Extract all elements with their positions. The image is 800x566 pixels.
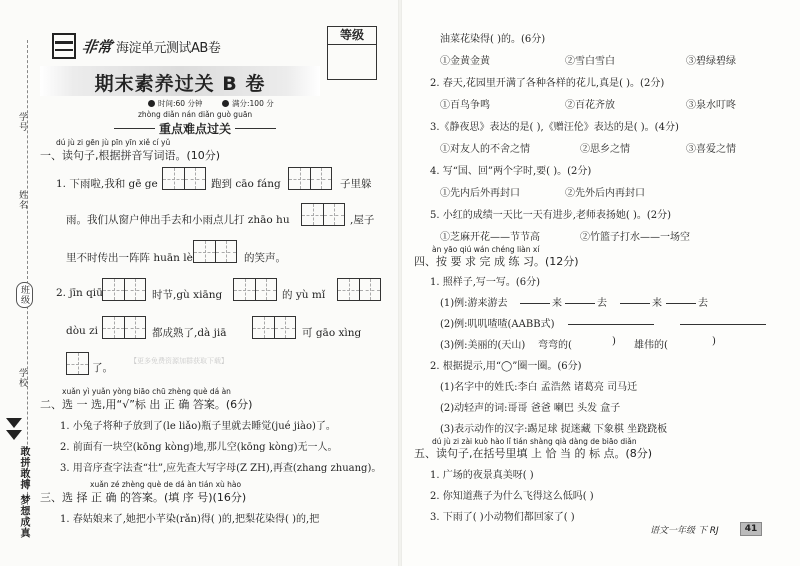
q4-circle-3[interactable]: (3)表示动作的汉字:踢足球 捉迷藏 下象棋 坐跷跷板: [440, 424, 668, 435]
r3-option-2[interactable]: ②思乡之情: [580, 144, 630, 155]
r5-option-1[interactable]: ①芝麻开花——节节高: [440, 232, 540, 243]
q1-s2b-text: 可 gāo xìng: [302, 327, 362, 339]
book-logo-icon: [52, 33, 76, 59]
section-title: 重点难点过关: [159, 121, 232, 136]
q4-circle-2[interactable]: (2)动轻声的词:哥哥 爸爸 喇巴 头发 盒子: [440, 403, 621, 414]
r1-option-1[interactable]: ①金黄金黄: [440, 56, 490, 67]
r3-text: 3.《静夜思》表达的是( ),《赠汪伦》表达的是( )。(4分): [430, 122, 679, 133]
class-label: 班级: [16, 282, 33, 308]
divider: [235, 128, 276, 129]
time-text: 时间:60 分钟: [158, 99, 203, 108]
writing-grid[interactable]: [102, 316, 146, 339]
brand-script: 非常: [80, 37, 114, 56]
section-heading: [110, 121, 280, 135]
page-fold: [398, 0, 402, 566]
r4-option-1[interactable]: ①先内后外再封口: [440, 188, 520, 199]
footer-label: 语文一年级 下 RJ: [650, 526, 719, 536]
writing-grid[interactable]: [252, 316, 296, 339]
q1-s1c-text: 的笑声。: [244, 252, 286, 264]
q1-s2a-text: 时节,gù xiāng: [152, 289, 223, 301]
q2-item-1: 1. 小兔子将种子放到了(le liǎo)瓶子里就去睡觉(jué jiào)了。: [60, 421, 336, 432]
q3-item-1: 1. 春姑娘来了,她把小芊染(rǎn)得( )的,把梨花染得( )的,把: [60, 514, 320, 525]
r2-option-1[interactable]: ①百鸟争鸣: [440, 100, 490, 111]
page-title: 期末素养过关 B 卷: [94, 73, 266, 95]
slogan-chevrons: [4, 418, 24, 442]
writing-grid[interactable]: [193, 240, 237, 263]
blank-input[interactable]: [565, 294, 595, 304]
blank-input[interactable]: [568, 315, 654, 325]
q1-pinyin: dú jù zi gēn jù pīn yīn xiě cí yǔ: [56, 138, 171, 147]
q4-heading: 四、按 要 求 完 成 练 习。(12分): [414, 255, 579, 268]
blank-input[interactable]: [520, 294, 550, 304]
slogan-label: 敢拼敢搏 梦想成真: [18, 446, 29, 539]
q1-s2b-text: dòu zi: [66, 325, 99, 337]
r2-text: 2. 春天,花园里开满了各种各样的花儿,真是( )。(2分): [430, 78, 665, 89]
q1-s1a-text: 跑到 cāo fáng: [211, 178, 281, 190]
r1-option-3[interactable]: ③碧绿碧绿: [686, 56, 736, 67]
writing-grid[interactable]: [66, 352, 89, 375]
q3-pinyin: xuǎn zé zhèng què de dá àn tián xù hào: [90, 480, 242, 489]
chevron-down-icon: [6, 430, 22, 440]
q1-s1a-text: 子里躲: [340, 178, 372, 190]
q4-example-1-word: 来: [652, 298, 662, 309]
r5-text: 5. 小红的成绩一天比一天有进步,老师表扬她( )。(2分): [430, 210, 672, 221]
q4-example-3-word: ): [612, 336, 616, 347]
school-label: 学校: [17, 368, 27, 388]
q4-circle-1[interactable]: (1)名字中的姓氏:李白 孟浩然 诸葛亮 司马迁: [440, 382, 638, 393]
time-meta: [148, 98, 202, 109]
name-label: 姓名: [17, 190, 27, 210]
q1-s1b-text: 雨。我们从窗户伸出手去和小雨点儿打 zhāo hu: [66, 214, 290, 226]
r4-option-2[interactable]: ②先外后内再封口: [565, 188, 645, 199]
brand: [52, 32, 220, 60]
q2-item-2: 2. 前面有一块空(kōng kòng)地,那儿空(kōng kòng)无一人。: [60, 442, 338, 453]
chevron-down-icon: [6, 418, 22, 428]
q2-item-3: 3. 用音序查字法查“壮”,应先查大写字母(Z ZH),再查(zhang zhuang)。: [60, 463, 382, 474]
q4-example-3-word: ): [712, 336, 716, 347]
q1-s1b-text: ,屋子: [350, 214, 375, 226]
watermark: 【更多免费资源加群获取下载】: [130, 357, 228, 365]
r3-option-1[interactable]: ①对友人的不舍之情: [440, 144, 530, 155]
score-meta: [222, 98, 274, 109]
r1-option-2[interactable]: ②雪白雪白: [565, 56, 615, 67]
q1-s1a-text: 1. 下雨啦,我和 gē ge: [56, 178, 158, 190]
clock-icon: [148, 100, 155, 107]
q4-example-1-word: 去: [597, 298, 607, 309]
r3-option-3[interactable]: ③喜爱之情: [686, 144, 736, 155]
writing-grid[interactable]: [162, 167, 206, 190]
blank-input[interactable]: [680, 315, 766, 325]
writing-grid[interactable]: [102, 278, 146, 301]
r4-text: 4. 写“国、回”两个字时,要( )。(2分): [430, 166, 592, 177]
q4-pinyin: àn yāo qiú wán chéng liàn xí: [432, 245, 540, 254]
grade-box[interactable]: [327, 26, 377, 80]
r5-option-2[interactable]: ②竹篮子打水——一场空: [580, 232, 690, 243]
writing-grid[interactable]: [233, 278, 277, 301]
r1-text: 油菜花染得( )的。(6分): [440, 34, 546, 45]
q4-example-3-word: 弯弯的(: [538, 340, 572, 351]
writing-grid[interactable]: [301, 203, 345, 226]
writing-grid[interactable]: [288, 167, 332, 190]
school-id-label: 学号: [17, 112, 27, 132]
q5-heading: 五、读句子,在括号里填 上 恰 当 的 标 点。(8分): [414, 447, 653, 460]
q2-pinyin: xuǎn yì yuǎn yòng biāo chū zhèng què dá àn: [62, 387, 231, 396]
brand-series: 海淀单元测试AB卷: [116, 40, 221, 56]
q4-example-1-word: 去: [698, 298, 708, 309]
q1-heading: 一、读句子,根据拼音写词语。(10分): [40, 149, 221, 162]
q1-s2c-text: 了。: [92, 362, 113, 374]
q5-item-1: 1. 广场的夜景真美呀( ): [430, 470, 534, 481]
q4-example-1: (1)例:游来游去: [440, 298, 508, 309]
q1-s2a-text: 2. jīn qiū: [56, 287, 103, 299]
q1-s2a-text: 的 yù mǐ: [282, 289, 326, 301]
writing-grid[interactable]: [337, 278, 381, 301]
q3-heading: 三、选 择 正 确 的答案。(填 序 号)(16分): [40, 491, 247, 504]
q5-item-2: 2. 你知道燕子为什么飞得这么低吗( ): [430, 491, 594, 502]
page-number: 41: [740, 522, 762, 536]
q1-s2b-text: 都成熟了,dà jiā: [152, 327, 227, 339]
blank-input[interactable]: [620, 294, 650, 304]
divider: [114, 128, 155, 129]
q5-pinyin: dú jù zi zài kuò hào lǐ tián shàng qià dàng de biāo diǎn: [432, 437, 637, 446]
q4-example-1-word: 来: [552, 298, 562, 309]
q4-example-3-word: 雄伟的(: [634, 340, 668, 351]
section-pinyin: zhòng diǎn nán diǎn guò guān: [138, 110, 253, 119]
r2-option-2[interactable]: ②百花齐放: [565, 100, 615, 111]
blank-input[interactable]: [666, 294, 696, 304]
q2-heading: 二、选 一 选,用“√”标 出 正 确 答案。(6分): [40, 398, 253, 411]
q4-example-3: (3)例:美丽的(天山): [440, 340, 526, 351]
q4-item-1: 1. 照样子,写一写。(6分): [430, 277, 541, 288]
q5-item-3: 3. 下雨了( )小动物们都回家了( ): [430, 512, 575, 523]
q1-s1c-text: 里不时传出一阵阵 huān lè: [66, 252, 193, 264]
grade-label: 等级: [328, 27, 376, 45]
star-icon: [222, 100, 229, 107]
r2-option-3[interactable]: ③泉水叮咚: [686, 100, 736, 111]
q4-example-2: (2)例:叽叽喳喳(AABB式): [440, 319, 555, 330]
score-text: 满分:100 分: [232, 99, 274, 108]
q4-item-2: 2. 根据提示,用“◯”圈一圈。(6分): [430, 361, 582, 372]
title-bar: [40, 66, 320, 96]
